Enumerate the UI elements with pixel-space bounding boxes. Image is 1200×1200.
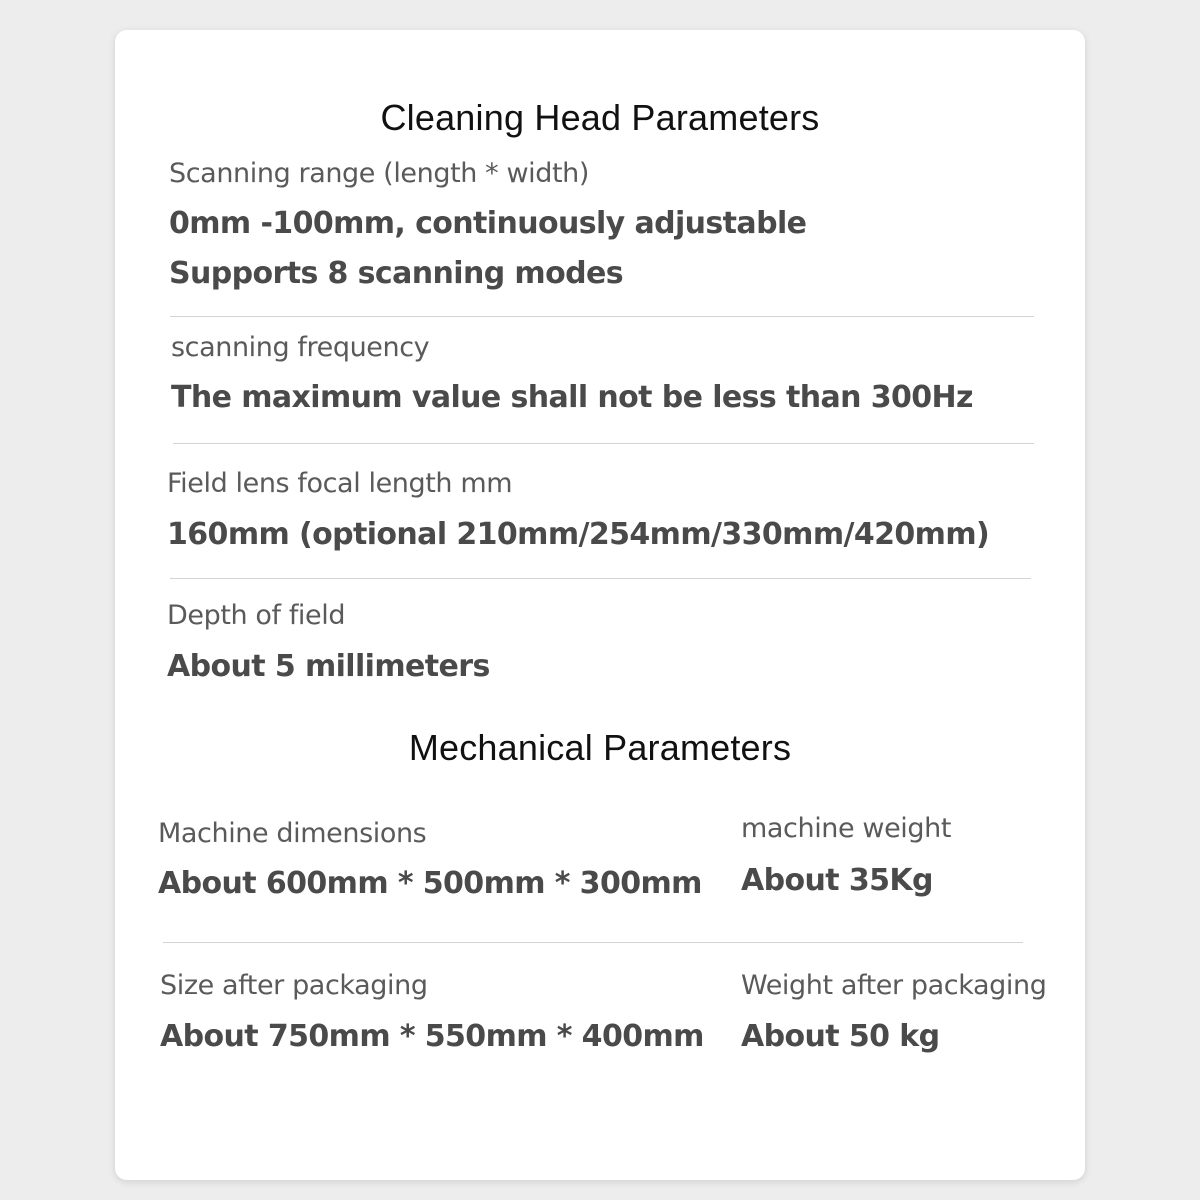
divider — [163, 942, 1023, 943]
depth-of-field-label: Depth of field — [167, 600, 346, 631]
scanning-range-label: Scanning range (length * width) — [169, 158, 589, 189]
packaged-weight-value: About 50 kg — [741, 1019, 940, 1054]
mechanical-title: Mechanical Parameters — [408, 727, 792, 768]
divider — [170, 316, 1034, 317]
scanning-frequency-value: The maximum value shall not be less than 300Hz — [171, 380, 973, 415]
focal-length-value: 160mm (optional 210mm/254mm/330mm/420mm) — [167, 517, 990, 552]
packaged-size-value: About 750mm * 550mm * 400mm — [160, 1019, 704, 1054]
machine-weight-value: About 35Kg — [741, 863, 933, 898]
cleaning-head-title: Cleaning Head Parameters — [380, 97, 820, 138]
divider — [173, 443, 1034, 444]
machine-dimensions-value: About 600mm * 500mm * 300mm — [158, 866, 702, 901]
machine-dimensions-label: Machine dimensions — [158, 818, 427, 849]
scanning-frequency-label: scanning frequency — [171, 332, 430, 363]
scanning-range-value: 0mm -100mm, continuously adjustable — [169, 206, 807, 241]
parameters-card — [115, 30, 1085, 1180]
packaged-weight-label: Weight after packaging — [741, 970, 1047, 1001]
packaged-size-label: Size after packaging — [160, 970, 428, 1001]
scanning-modes-value: Supports 8 scanning modes — [169, 256, 623, 291]
depth-of-field-value: About 5 millimeters — [167, 649, 490, 684]
focal-length-label: Field lens focal length mm — [167, 468, 513, 499]
divider — [170, 578, 1031, 579]
machine-weight-label: machine weight — [741, 813, 952, 844]
